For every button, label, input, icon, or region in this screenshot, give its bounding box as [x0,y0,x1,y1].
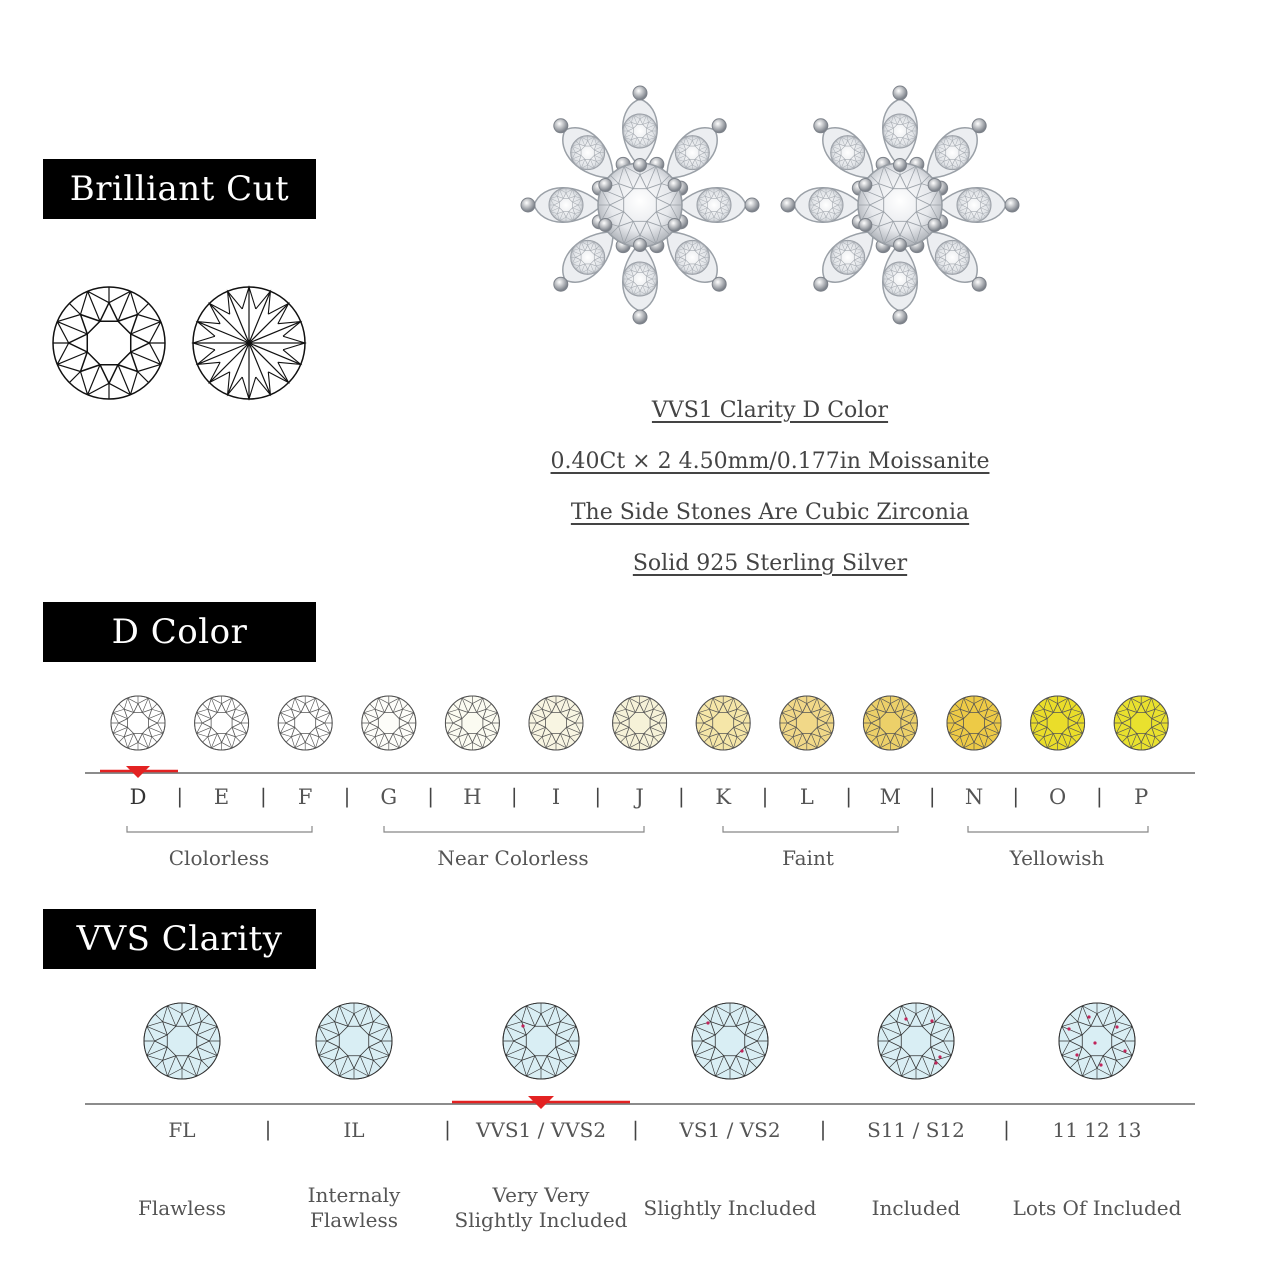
color-grade-g: G [380,785,398,809]
earrings-image [510,75,1030,375]
color-grade-f: F [297,785,313,809]
color-separator: | [510,784,518,808]
bracket-near-colorless [384,826,644,832]
clarity-separator: | [819,1117,827,1141]
color-stone-i [529,696,583,750]
clarity-grade: IL [343,1118,365,1142]
color-grade-h: H [463,785,482,809]
group-near-colorless: Near Colorless [437,846,589,870]
bracket-yellowish [968,826,1148,832]
spec-clarity-color: VVS1 Clarity D Color [651,398,889,423]
clarity-description: Very Very Slightly Included [454,1183,628,1232]
clarity-description: Lots Of Included [1012,1196,1182,1220]
color-separator: | [594,784,602,808]
clarity-grade: 11 12 13 [1052,1118,1142,1142]
group-colorless: Clolorless [168,846,270,870]
color-separator: | [845,784,852,808]
color-stone-l [780,696,834,750]
color-stone-k [696,696,750,750]
crown-view-diagram [49,283,169,403]
color-stone-m [863,696,917,750]
color-stone-e [195,696,249,750]
color-separator: | [1012,784,1020,808]
clarity-stone-2 [503,1003,579,1079]
color-stone-o [1031,696,1085,750]
color-grade-n: N [964,785,984,809]
clarity-stone-1 [316,1003,392,1079]
pavilion-view-diagram [189,283,309,403]
color-grade-m: M [879,785,902,809]
clarity-stone-0 [144,1003,220,1079]
clarity-grade: VS1 / VS2 [679,1118,781,1142]
color-grade-d: D [129,785,147,809]
group-yellowish: Yellowish [1009,846,1105,870]
bracket-faint [723,826,898,832]
d-color-banner: D Color [43,602,316,662]
clarity-description: Flawless [137,1196,227,1220]
clarity-description: Slightly Included [643,1196,817,1220]
right-earring [781,86,1019,324]
clarity-stone-5 [1059,1003,1135,1079]
color-grade-l: L [799,785,814,809]
spec-side-stones: The Side Stones Are Cubic Zirconia [570,500,970,525]
clarity-description: Internaly Flawless [307,1183,401,1232]
clarity-description: Included [871,1196,961,1220]
color-stone-d [111,696,165,750]
clarity-scale-graphic [0,995,1280,1125]
color-stone-h [445,696,499,750]
group-faint: Faint [782,846,834,870]
color-grade-k: K [715,785,732,809]
clarity-grade: FL [168,1118,196,1142]
color-stone-n [947,696,1001,750]
spec-material: Solid 925 Sterling Silver [632,551,908,576]
clarity-stone-3 [692,1003,768,1079]
color-stone-g [362,696,416,750]
color-stone-f [278,696,332,750]
color-separator: | [761,784,769,808]
color-grade-p: P [1134,785,1149,809]
color-grade-o: O [1048,785,1067,809]
brilliant-cut-banner: Brilliant Cut [43,159,316,219]
spec-carat-size: 0.40Ct × 2 4.50mm/0.177in Moissanite [550,449,990,474]
color-separator: | [427,784,434,808]
clarity-grade: VVS1 / VVS2 [475,1118,607,1142]
clarity-separator: | [1003,1117,1010,1141]
clarity-separator: | [632,1117,639,1141]
clarity-separator: | [264,1117,272,1141]
clarity-stone-4 [878,1003,954,1079]
color-stone-p [1114,696,1168,750]
color-stone-j [613,696,667,750]
vvs-clarity-banner: VVS Clarity [43,909,316,969]
clarity-grade: S11 / S12 [867,1118,965,1142]
color-separator: | [928,784,936,808]
color-separator: | [176,784,184,808]
color-grade-j: J [635,785,644,809]
color-separator: | [1096,784,1103,808]
color-scale-graphic [0,690,1280,850]
clarity-separator: | [444,1117,451,1141]
color-grade-i: I [551,785,561,809]
color-grade-e: E [213,785,230,809]
color-separator: | [260,784,267,808]
bracket-colorless [127,826,312,832]
left-earring [521,86,759,324]
color-separator: | [678,784,685,808]
color-separator: | [343,784,351,808]
